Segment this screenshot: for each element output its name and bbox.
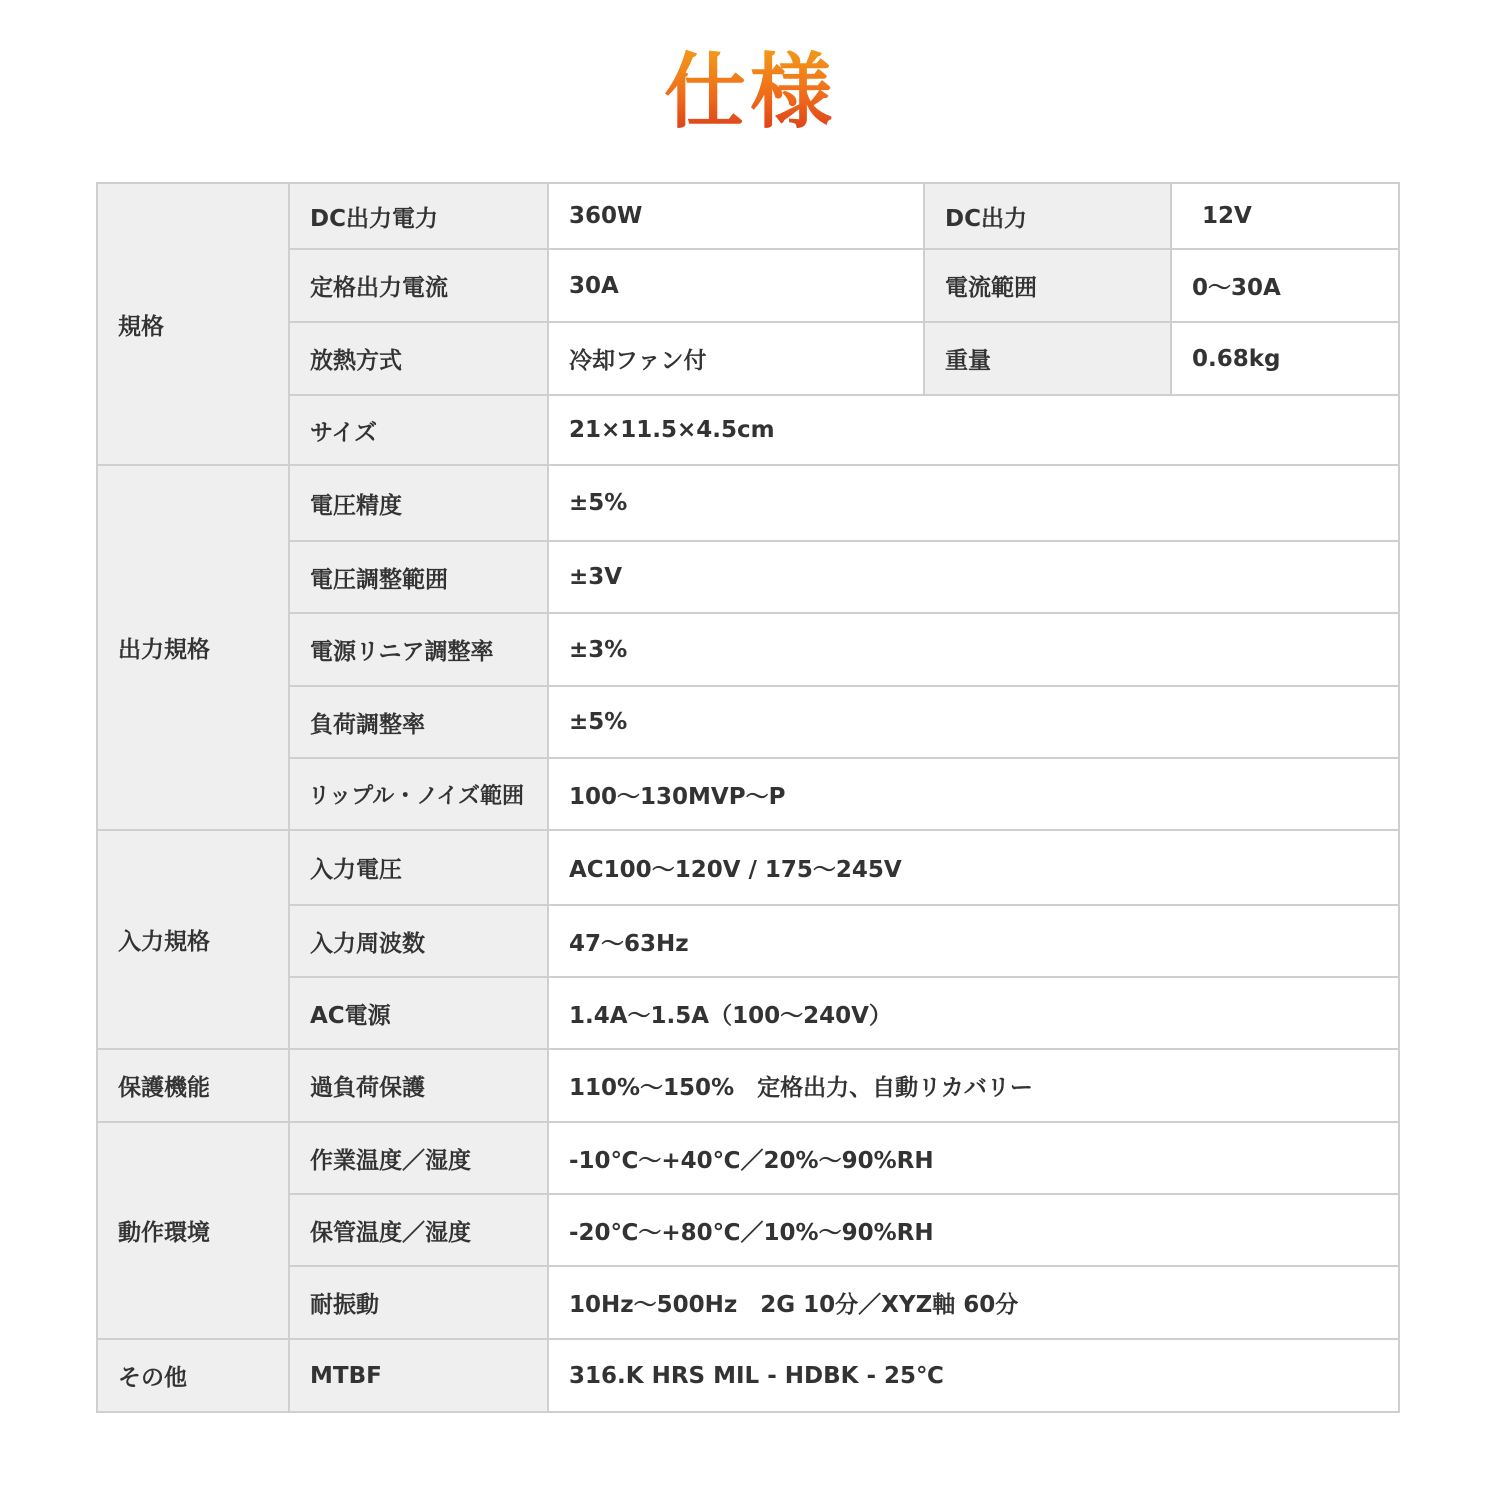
spec-value: 0.68kg bbox=[1171, 322, 1399, 395]
spec-value: ±3% bbox=[548, 613, 1399, 686]
table-row bbox=[97, 758, 1399, 830]
spec-label: 耐振動 bbox=[289, 1266, 548, 1339]
page-title: 仕様 bbox=[0, 42, 1500, 142]
spec-label: 電流範囲 bbox=[924, 249, 1171, 322]
table-row bbox=[97, 1339, 1399, 1412]
spec-value: 316.K HRS MIL - HDBK - 25℃ bbox=[548, 1339, 1399, 1412]
spec-label: リップル・ノイズ範囲 bbox=[289, 758, 548, 830]
category-cell: 入力規格 bbox=[97, 830, 289, 1049]
table-row bbox=[97, 1049, 1399, 1122]
table-row bbox=[97, 1122, 1399, 1194]
spec-label: 重量 bbox=[924, 322, 1171, 395]
spec-value: 12V bbox=[1171, 183, 1399, 249]
table-row bbox=[97, 830, 1399, 905]
spec-value: ±5% bbox=[548, 465, 1399, 541]
table-row bbox=[97, 249, 1399, 322]
category-cell: 規格 bbox=[97, 183, 289, 465]
spec-value: 47〜63Hz bbox=[548, 905, 1399, 977]
spec-value: -20℃〜+80℃／10%〜90%RH bbox=[548, 1194, 1399, 1266]
spec-label: MTBF bbox=[289, 1339, 548, 1412]
spec-value: ±3V bbox=[548, 541, 1399, 613]
spec-value: 30A bbox=[548, 249, 924, 322]
spec-label: 電圧調整範囲 bbox=[289, 541, 548, 613]
spec-value: 0〜30A bbox=[1171, 249, 1399, 322]
spec-label: 定格出力電流 bbox=[289, 249, 548, 322]
spec-label: 放熱方式 bbox=[289, 322, 548, 395]
spec-value: 冷却ファン付 bbox=[548, 322, 924, 395]
category-cell: その他 bbox=[97, 1339, 289, 1412]
table-row bbox=[97, 977, 1399, 1049]
table-row bbox=[97, 686, 1399, 758]
spec-value: ±5% bbox=[548, 686, 1399, 758]
table-row bbox=[97, 1266, 1399, 1339]
spec-value: 21×11.5×4.5cm bbox=[548, 395, 1399, 465]
table-row bbox=[97, 1194, 1399, 1266]
spec-value: 1.4A〜1.5A（100〜240V） bbox=[548, 977, 1399, 1049]
spec-label: AC電源 bbox=[289, 977, 548, 1049]
table-row bbox=[97, 395, 1399, 465]
spec-label: 電圧精度 bbox=[289, 465, 548, 541]
table-row bbox=[97, 613, 1399, 686]
table-row bbox=[97, 322, 1399, 395]
spec-value: 110%〜150% 定格出力、自動リカバリー bbox=[548, 1049, 1399, 1122]
category-cell: 保護機能 bbox=[97, 1049, 289, 1122]
spec-label: サイズ bbox=[289, 395, 548, 465]
table-row bbox=[97, 183, 1399, 249]
spec-label: DC出力電力 bbox=[289, 183, 548, 249]
table-row bbox=[97, 465, 1399, 541]
spec-value: 100〜130MVP〜P bbox=[548, 758, 1399, 830]
spec-label: 保管温度／湿度 bbox=[289, 1194, 548, 1266]
table-row bbox=[97, 541, 1399, 613]
spec-label: 作業温度／湿度 bbox=[289, 1122, 548, 1194]
spec-label: 過負荷保護 bbox=[289, 1049, 548, 1122]
spec-label: 入力周波数 bbox=[289, 905, 548, 977]
spec-label: 負荷調整率 bbox=[289, 686, 548, 758]
spec-table bbox=[96, 182, 1400, 1413]
spec-label: 電源リニア調整率 bbox=[289, 613, 548, 686]
spec-value: -10℃〜+40℃／20%〜90%RH bbox=[548, 1122, 1399, 1194]
spec-value: 10Hz〜500Hz 2G 10分／XYZ軸 60分 bbox=[548, 1266, 1399, 1339]
spec-label: DC出力 bbox=[924, 183, 1171, 249]
table-row bbox=[97, 905, 1399, 977]
spec-value: 360W bbox=[548, 183, 924, 249]
category-cell: 出力規格 bbox=[97, 465, 289, 830]
category-cell: 動作環境 bbox=[97, 1122, 289, 1339]
spec-label: 入力電圧 bbox=[289, 830, 548, 905]
spec-value: AC100〜120V / 175〜245V bbox=[548, 830, 1399, 905]
